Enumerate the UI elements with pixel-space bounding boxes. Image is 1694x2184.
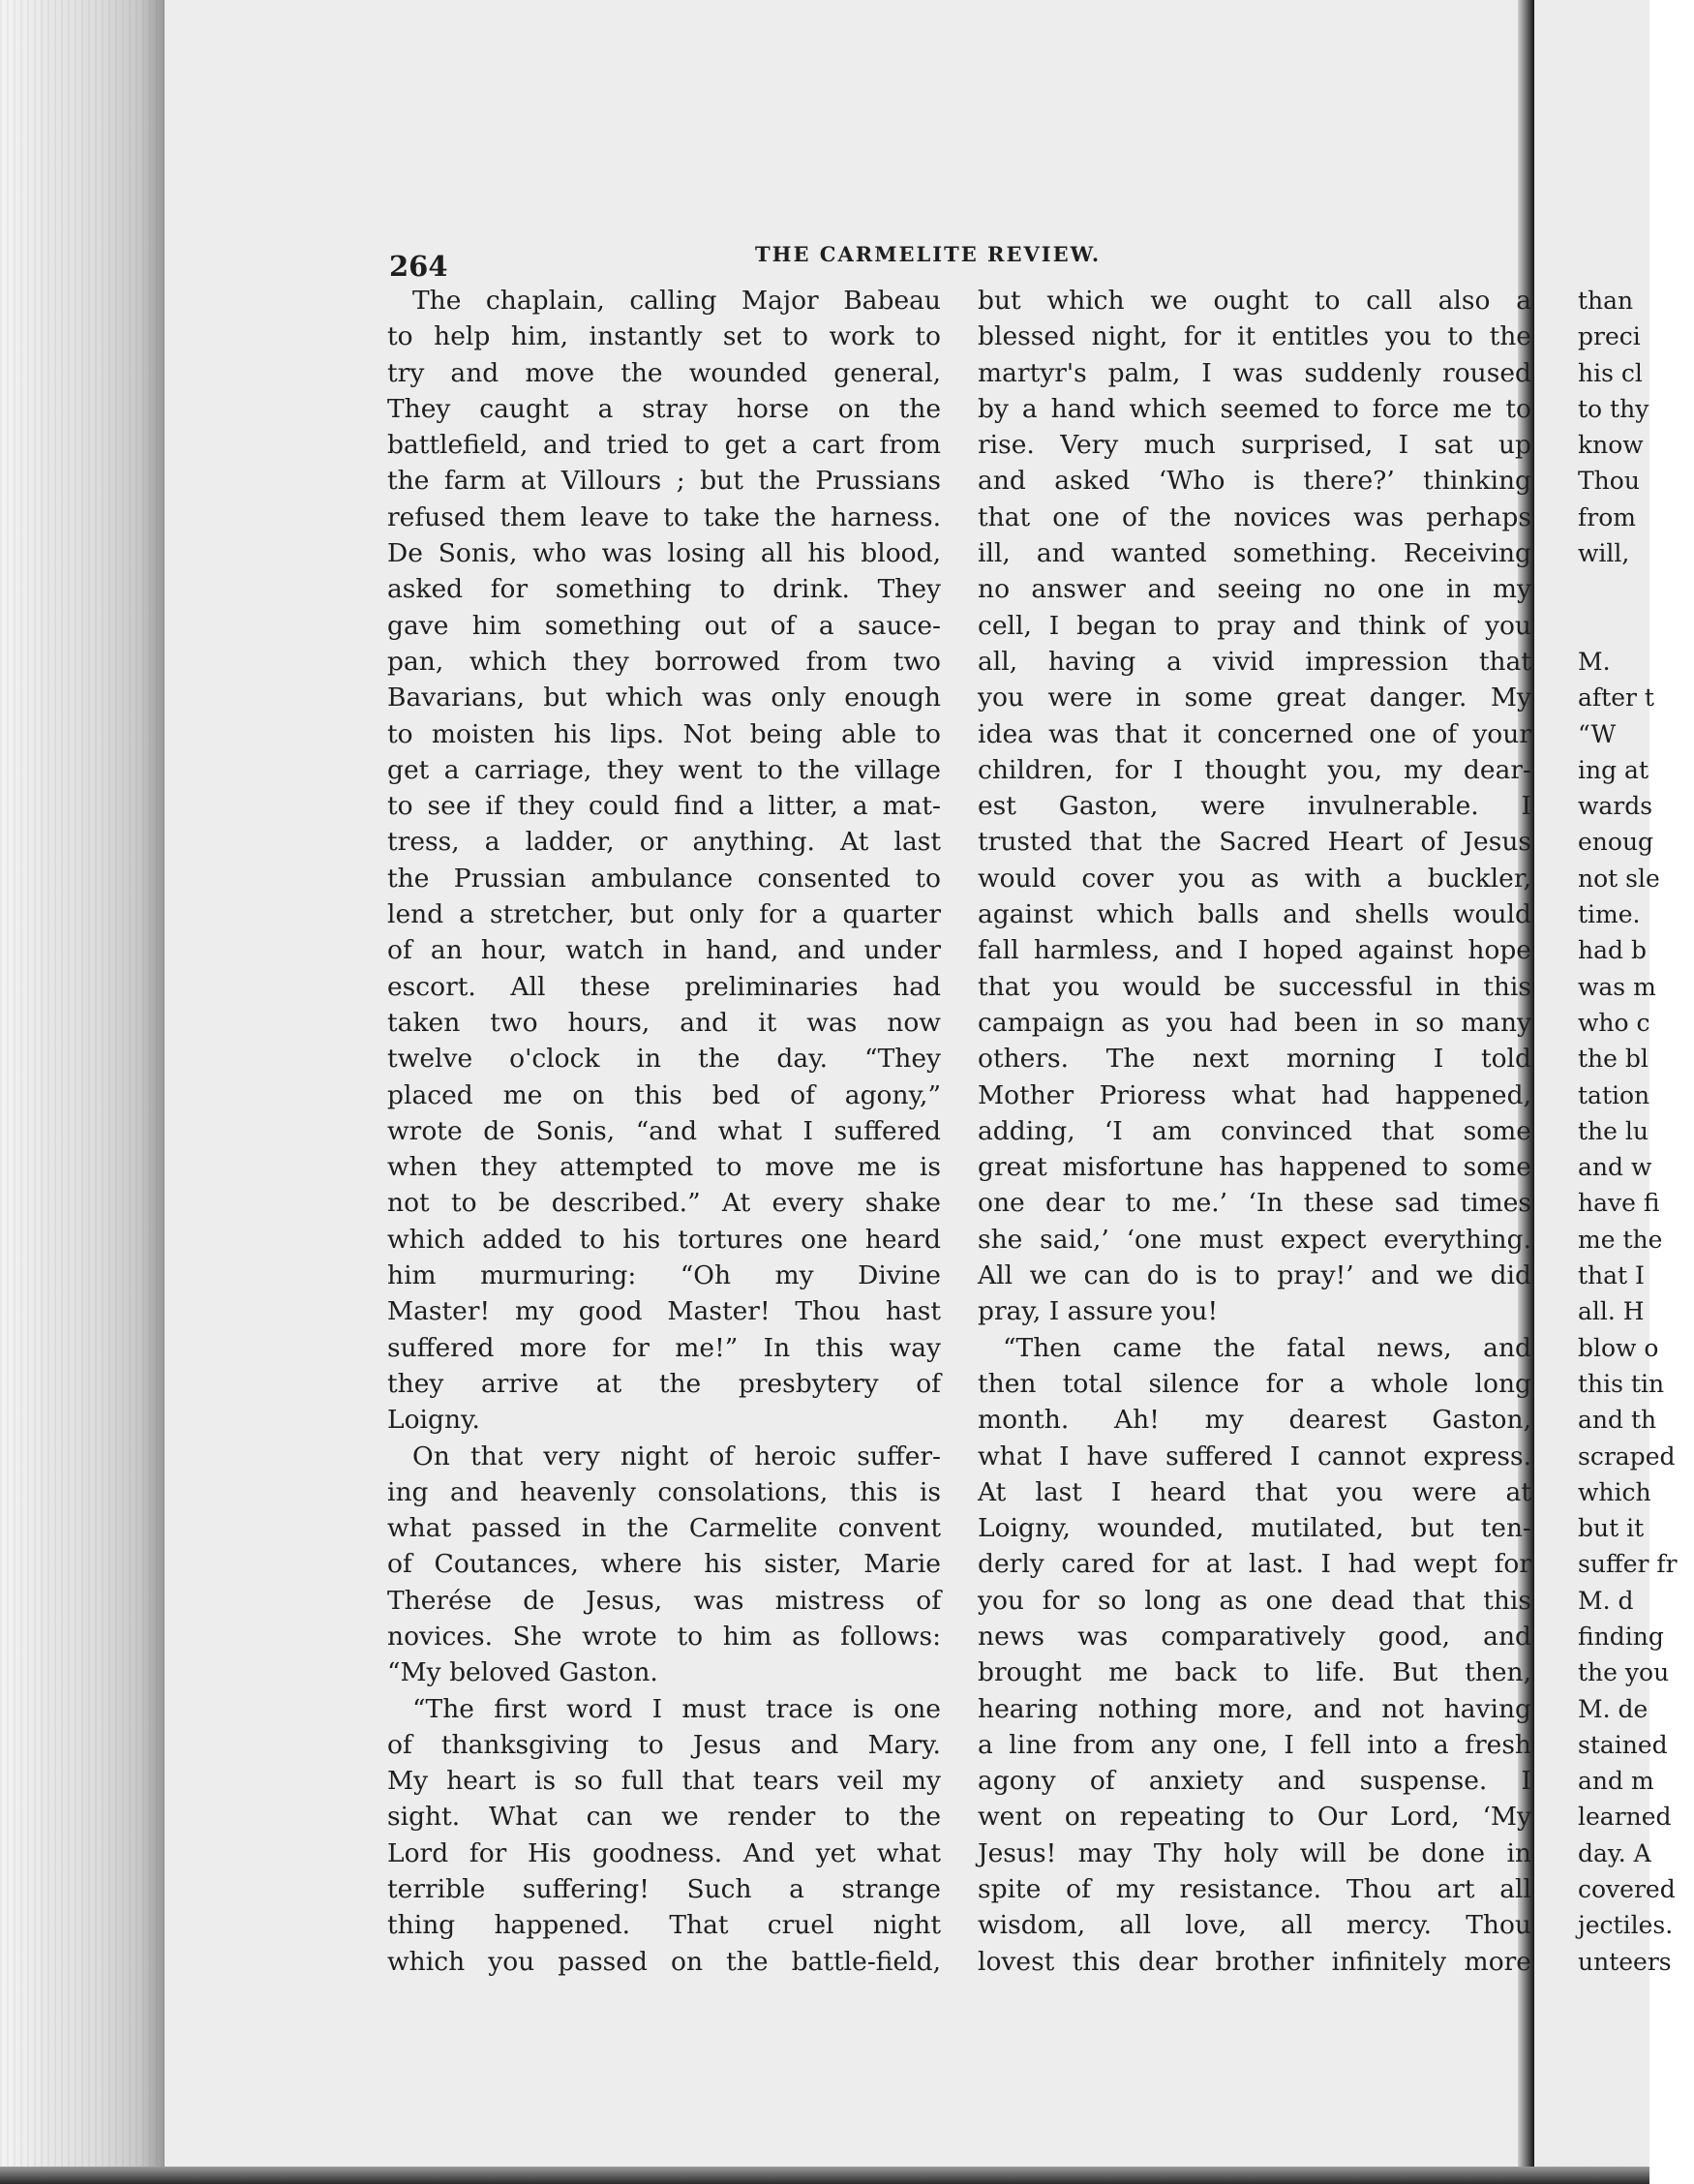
text-line: “My beloved Gaston. [387,1657,658,1688]
facing-page-fragment: who c [1578,1008,1650,1037]
text-line: Loigny. [387,1405,480,1436]
text-line: gave him something out of a sauce- [387,610,941,641]
scan-bottom-edge [0,2167,1649,2184]
text-line: get a carriage, they went to the village [387,754,941,785]
facing-page-fragment: from [1578,502,1636,531]
text-line: when they attempted to move me is [387,1152,941,1183]
text-line: to see if they could find a litter, a mat- [387,791,941,822]
text-line: you for so long as one dead that this [978,1585,1531,1616]
text-line: what passed in the Carmelite convent [387,1513,941,1544]
text-line: spite of my resistance. Thou art all [978,1874,1531,1905]
facing-page-fragment: enoug [1578,828,1654,857]
facing-page-fragment: that I [1578,1261,1645,1290]
text-line: what I have suffered I cannot express. [978,1441,1531,1471]
text-line: Bavarians, but which was only enough [387,682,941,713]
text-line: pray, I assure you! [978,1296,1219,1327]
text-line: derly cared for at last. I had wept for [978,1549,1531,1580]
text-line: wrote de Sonis, “and what I suffered [387,1115,941,1146]
text-line: wisdom, all love, all mercy. Thou [978,1910,1531,1941]
facing-page-fragment: finding [1578,1622,1664,1651]
facing-page-fragment: day. A [1578,1838,1651,1867]
facing-page-fragment: learned [1578,1803,1672,1832]
text-line: of Coutances, where his sister, Marie [387,1549,941,1580]
facing-page-fragment: not sle [1578,864,1660,893]
text-line: all, having a vivid impression that [978,646,1531,677]
text-line: campaign as you had been in so many [978,1007,1531,1038]
page-number: 264 [389,250,448,283]
facing-page-fragment: this tin [1578,1369,1665,1398]
text-line: All we can do is to pray!’ and we did [978,1260,1531,1291]
text-line: The chaplain, calling Major Babeau [412,286,941,316]
text-line: Lord for His goodness. And yet what [387,1837,941,1868]
book-page-edges [0,0,165,2184]
facing-page-fragment: M. de [1578,1694,1649,1723]
text-line: twelve o'clock in the day. “They [387,1044,941,1075]
text-line: fall harmless, and I hoped against hope [978,935,1531,966]
text-line: thing happened. That cruel night [387,1910,941,1941]
text-line: escort. All these preliminaries had [387,971,941,1002]
running-header-title: THE CARMELITE REVIEW. [755,242,1102,266]
text-line: asked for something to drink. They [387,574,941,605]
facing-page-fragment: preci [1578,322,1641,351]
text-line: lend a stretcher, but only for a quarter [387,899,941,930]
text-line: then total silence for a whole long [978,1368,1531,1399]
facing-page-fragment: “W [1578,719,1617,748]
text-line: the farm at Villours ; but the Prussians [387,466,941,497]
facing-page-fragment: the lu [1578,1116,1649,1145]
facing-page-fragment: which [1578,1477,1651,1506]
text-line: blessed night, for it entitles you to the [978,321,1531,352]
text-line: which you passed on the battle-field, [387,1946,941,1977]
facing-page-fragment: unteers [1578,1947,1672,1976]
text-line: others. The next morning I told [978,1044,1531,1075]
text-line: “The first word I must trace is one [412,1693,941,1724]
text-line: him murmuring: “Oh my Divine [387,1260,941,1291]
text-line: no answer and seeing no one in my [978,574,1531,605]
facing-page-fragment [1578,571,1694,607]
text-line: to moisten his lips. Not being able to [387,718,941,749]
text-line: by a hand which seemed to force me to [978,393,1531,424]
facing-page-fragment: tation [1578,1080,1650,1109]
text-line: went on repeating to Our Lord, ‘My [978,1802,1531,1833]
facing-page-fragment: the bl [1578,1045,1649,1074]
text-line: they arrive at the presbytery of [387,1368,941,1399]
text-line: of an hour, watch in hand, and under [387,935,941,966]
facing-page-text-fragments [1578,283,1694,1980]
facing-page-fragment: but it [1578,1514,1645,1543]
facing-page-fragment [1578,608,1694,644]
facing-page-fragment: all. H [1578,1297,1645,1326]
text-line: would cover you as with a buckler, [978,863,1531,894]
text-line: against which balls and shells would [978,899,1531,930]
facing-page-fragment: and w [1578,1153,1652,1182]
text-line: that one of the novices was perhaps [978,501,1531,532]
text-line: adding, ‘I am convinced that some [978,1115,1531,1146]
text-line: De Sonis, who was losing all his blood, [387,538,941,569]
facing-page-fragment: to thy [1578,394,1649,423]
facing-page-fragment: suffer fr [1578,1550,1678,1579]
text-line: one dear to me.’ ‘In these sad times [978,1188,1531,1219]
text-line: agony of anxiety and suspense. I [978,1766,1531,1797]
facing-page-fragment: blow o [1578,1333,1659,1362]
facing-page-fragment: M. d [1578,1586,1634,1615]
text-line: news was comparatively good, and [978,1621,1531,1652]
text-line: trusted that the Sacred Heart of Jesus [978,827,1531,858]
text-line: At last I heard that you were at [978,1476,1531,1507]
text-line: ing and heavenly consolations, this is [387,1476,941,1507]
facing-page-fragment: know [1578,431,1644,460]
facing-page-fragment: had b [1578,936,1647,965]
facing-page-fragment: the you [1578,1658,1670,1687]
text-line: not to be described.” At every shake [387,1188,941,1219]
text-line: of thanksgiving to Jesus and Mary. [387,1729,941,1760]
text-line: sight. What can we render to the [387,1802,941,1833]
facing-page-fragment: and th [1578,1406,1657,1435]
text-line: and asked ‘Who is there?’ thinking [978,466,1531,497]
text-line: rise. Very much surprised, I sat up [978,430,1531,461]
text-line: she said,’ ‘one must expect everything. [978,1224,1531,1255]
text-column-right [978,283,1531,1980]
text-line: tress, a ladder, or anything. At last [387,827,941,858]
text-line: est Gaston, were invulnerable. I [978,791,1531,822]
facing-page-fragment: and m [1578,1767,1654,1796]
text-line: pan, which they borrowed from two [387,646,941,677]
text-line: My heart is so full that tears veil my [387,1766,941,1797]
facing-page-fragment: after t [1578,683,1654,713]
text-line: cell, I began to pray and think of you [978,610,1531,641]
text-column-left [387,283,941,1980]
facing-page-fragment: than [1578,287,1634,315]
facing-page-fragment: jectiles. [1578,1911,1674,1940]
text-line: refused them leave to take the harness. [387,501,941,532]
text-line: children, for I thought you, my dear- [978,754,1531,785]
text-line: brought me back to life. But then, [978,1657,1531,1688]
text-line: a line from any one, I fell into a fresh [978,1729,1531,1760]
facing-page-fragment: have fi [1578,1189,1660,1218]
text-line: On that very night of heroic suffer- [412,1441,941,1471]
text-line: Therése de Jesus, was mistress of [387,1585,941,1616]
text-line: great misfortune has happened to some [978,1152,1531,1183]
text-line: but which we ought to call also a [978,286,1531,316]
text-line: martyr's palm, I was suddenly roused [978,357,1531,388]
text-line: idea was that it concerned one of your [978,718,1531,749]
facing-page-fragment: scraped [1578,1441,1676,1471]
text-line: month. Ah! my dearest Gaston, [978,1405,1531,1436]
text-line: taken two hours, and it was now [387,1007,941,1038]
text-line: you were in some great danger. My [978,682,1531,713]
text-line: Jesus! may Thy holy will be done in [978,1837,1531,1868]
facing-page-fragment: Thou [1578,467,1640,496]
facing-page-fragment: his cl [1578,358,1643,387]
text-line: to help him, instantly set to work to [387,321,941,352]
text-line: lovest this dear brother infinitely more [978,1946,1531,1977]
facing-page-fragment: will, [1578,539,1630,568]
text-line: Mother Prioress what had happened, [978,1079,1531,1110]
text-line: They caught a stray horse on the [387,393,941,424]
text-line: try and move the wounded general, [387,357,941,388]
text-line: hearing nothing more, and not having [978,1693,1531,1724]
text-line: Master! my good Master! Thou hast [387,1296,941,1327]
facing-page-fragment: was m [1578,972,1656,1001]
text-line: the Prussian ambulance consented to [387,863,941,894]
text-line: placed me on this bed of agony,” [387,1079,941,1110]
text-line: battlefield, and tried to get a cart from [387,430,941,461]
facing-page-fragment: wards [1578,792,1653,821]
text-line: that you would be successful in this [978,971,1531,1002]
text-line: novices. She wrote to him as follows: [387,1621,941,1652]
facing-page-fragment: covered [1578,1875,1676,1904]
facing-page-fragment: stained [1578,1730,1668,1759]
facing-page-fragment: time. [1578,900,1641,929]
facing-page-fragment: ing at [1578,755,1649,784]
text-line: terrible suffering! Such a strange [387,1874,941,1905]
text-line: which added to his tortures one heard [387,1224,941,1255]
text-line: “Then came the fatal news, and [1003,1332,1531,1363]
text-line: ill, and wanted something. Receiving [978,538,1531,569]
text-line: Loigny, wounded, mutilated, but ten- [978,1513,1531,1544]
text-line: suffered more for me!” In this way [387,1332,941,1363]
facing-page-fragment: M. [1578,647,1611,676]
facing-page-fragment: me the [1578,1225,1663,1254]
